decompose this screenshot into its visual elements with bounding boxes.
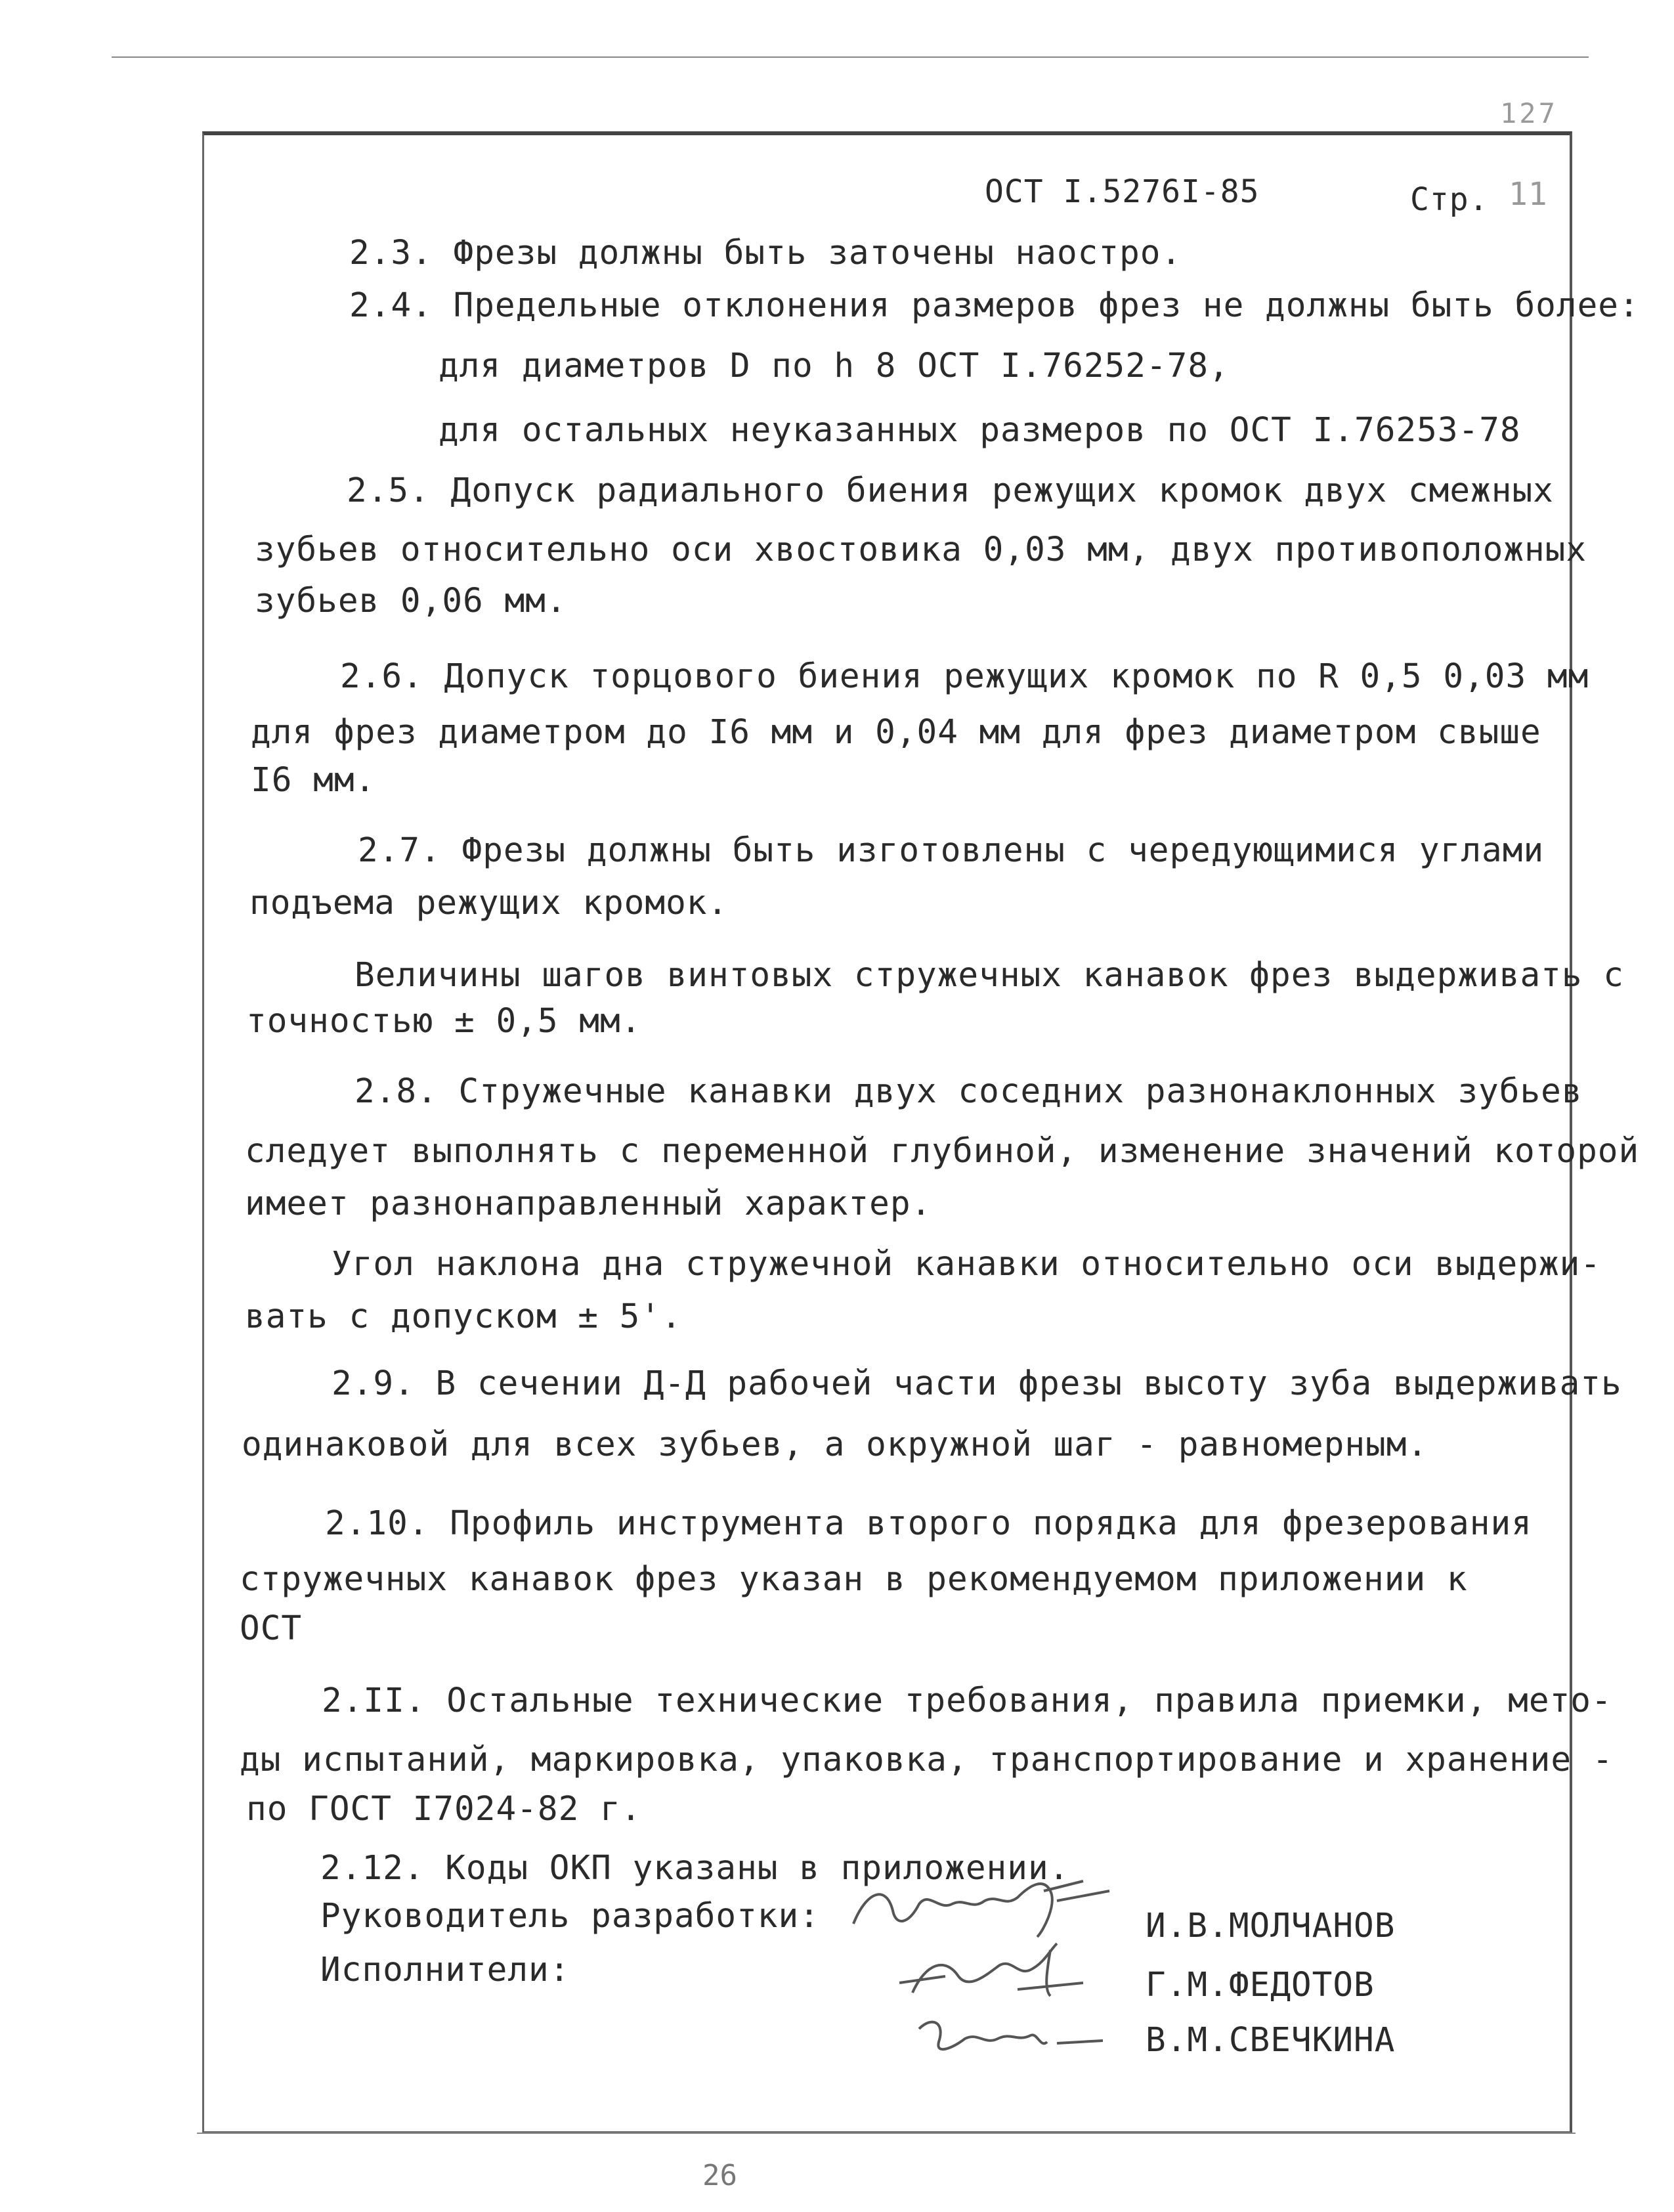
para-2-5-line-1: 2.5. Допуск радиального биения режущих кромок двух смежных [347,471,1554,510]
para-2-6-line-2: для фрез диаметром до I6 мм и 0,04 мм для фрез диаметром свыше [251,713,1541,752]
para-2-4-b: для остальных неуказанных размеров по ОСТ I.76253-78 [439,411,1521,450]
para-2-9-line-1: 2.9. В сечении Д-Д рабочей части фрезы высоту зуба выдерживать [332,1364,1622,1403]
corner-number: 127 [1500,97,1558,129]
para-2-8-line-5: вать с допуском ± 5'. [245,1297,682,1336]
para-2-9-line-2: одинаковой для всех зубьев, а окружной шаг - равномерным. [242,1425,1428,1464]
para-2-8-line-3: имеет разнонаправленный характер. [245,1184,932,1223]
para-2-11-line-3: по ГОСТ I7024-82 г. [246,1790,642,1829]
para-2-7-line-4: точностью ± 0,5 мм. [246,1002,642,1041]
bottom-rule [197,2133,1576,2134]
para-2-12: 2.12. Коды ОКП указаны в приложении. [320,1849,1070,1888]
page-number: 11 [1509,176,1548,213]
para-2-8-line-4: Угол наклона дна стружечной канавки относительно оси выдержи- [332,1245,1601,1284]
para-2-5-line-3: зубьев 0,06 мм. [255,582,567,620]
signature-2 [886,1930,1109,2003]
lead-label: Руководитель разработки: [320,1897,820,1936]
footer-page-mark: 26 [702,2159,737,2192]
para-2-8-line-2: следует выполнять с переменной глубиной, изменение значений которой [245,1132,1640,1171]
para-2-10-line-1: 2.10. Профиль инструмента второго порядка для фрезерования [325,1504,1532,1543]
para-2-5-line-2: зубьев относительно оси хвостовика 0,03 мм, двух противоположных [255,531,1587,569]
lead-name: И.В.МОЛЧАНОВ [1146,1907,1396,1945]
para-2-11-line-2: ды испытаний, маркировка, упаковка, транспортирование и хранение - [240,1741,1614,1779]
para-2-8-line-1: 2.8. Стружечные канавки двух соседних разнонаклонных зубьев [354,1072,1583,1111]
page-label: Стр. [1410,181,1489,218]
para-2-4: 2.4. Предельные отклонения размеров фрез не должны быть более: [349,286,1640,325]
para-2-11-line-1: 2.II. Остальные технические требования, правила приемки, мето- [322,1681,1612,1720]
para-2-10-line-3: ОСТ [240,1609,303,1648]
executors-label: Исполнители: [320,1951,570,1989]
para-2-7-line-2: подъема режущих кромок. [249,884,729,922]
para-2-7-line-3: Величины шагов винтовых стружечных канавок фрез выдерживать с [354,956,1624,995]
para-2-6-line-3: I6 мм. [251,761,376,800]
top-rule [112,56,1589,58]
para-2-3: 2.3. Фрезы должны быть заточены наостро. [349,234,1182,272]
signature-3 [906,2003,1129,2068]
para-2-7-line-1: 2.7. Фрезы должны быть изготовлены с чередующимися углами [358,831,1545,870]
executor-1-name: Г.М.ФЕДОТОВ [1146,1966,1375,2005]
executor-2-name: В.М.СВЕЧКИНА [1146,2021,1396,2060]
standard-number: ОСТ I.5276I-85 [985,173,1260,210]
para-2-4-a: для диаметров D по h 8 ОСТ I.76252-78, [439,347,1230,385]
para-2-6-line-1: 2.6. Допуск торцового биения режущих кромок по R 0,5 0,03 мм [340,657,1589,696]
para-2-10-line-2: стружечных канавок фрез указан в рекомендуемом приложении к [240,1560,1468,1599]
